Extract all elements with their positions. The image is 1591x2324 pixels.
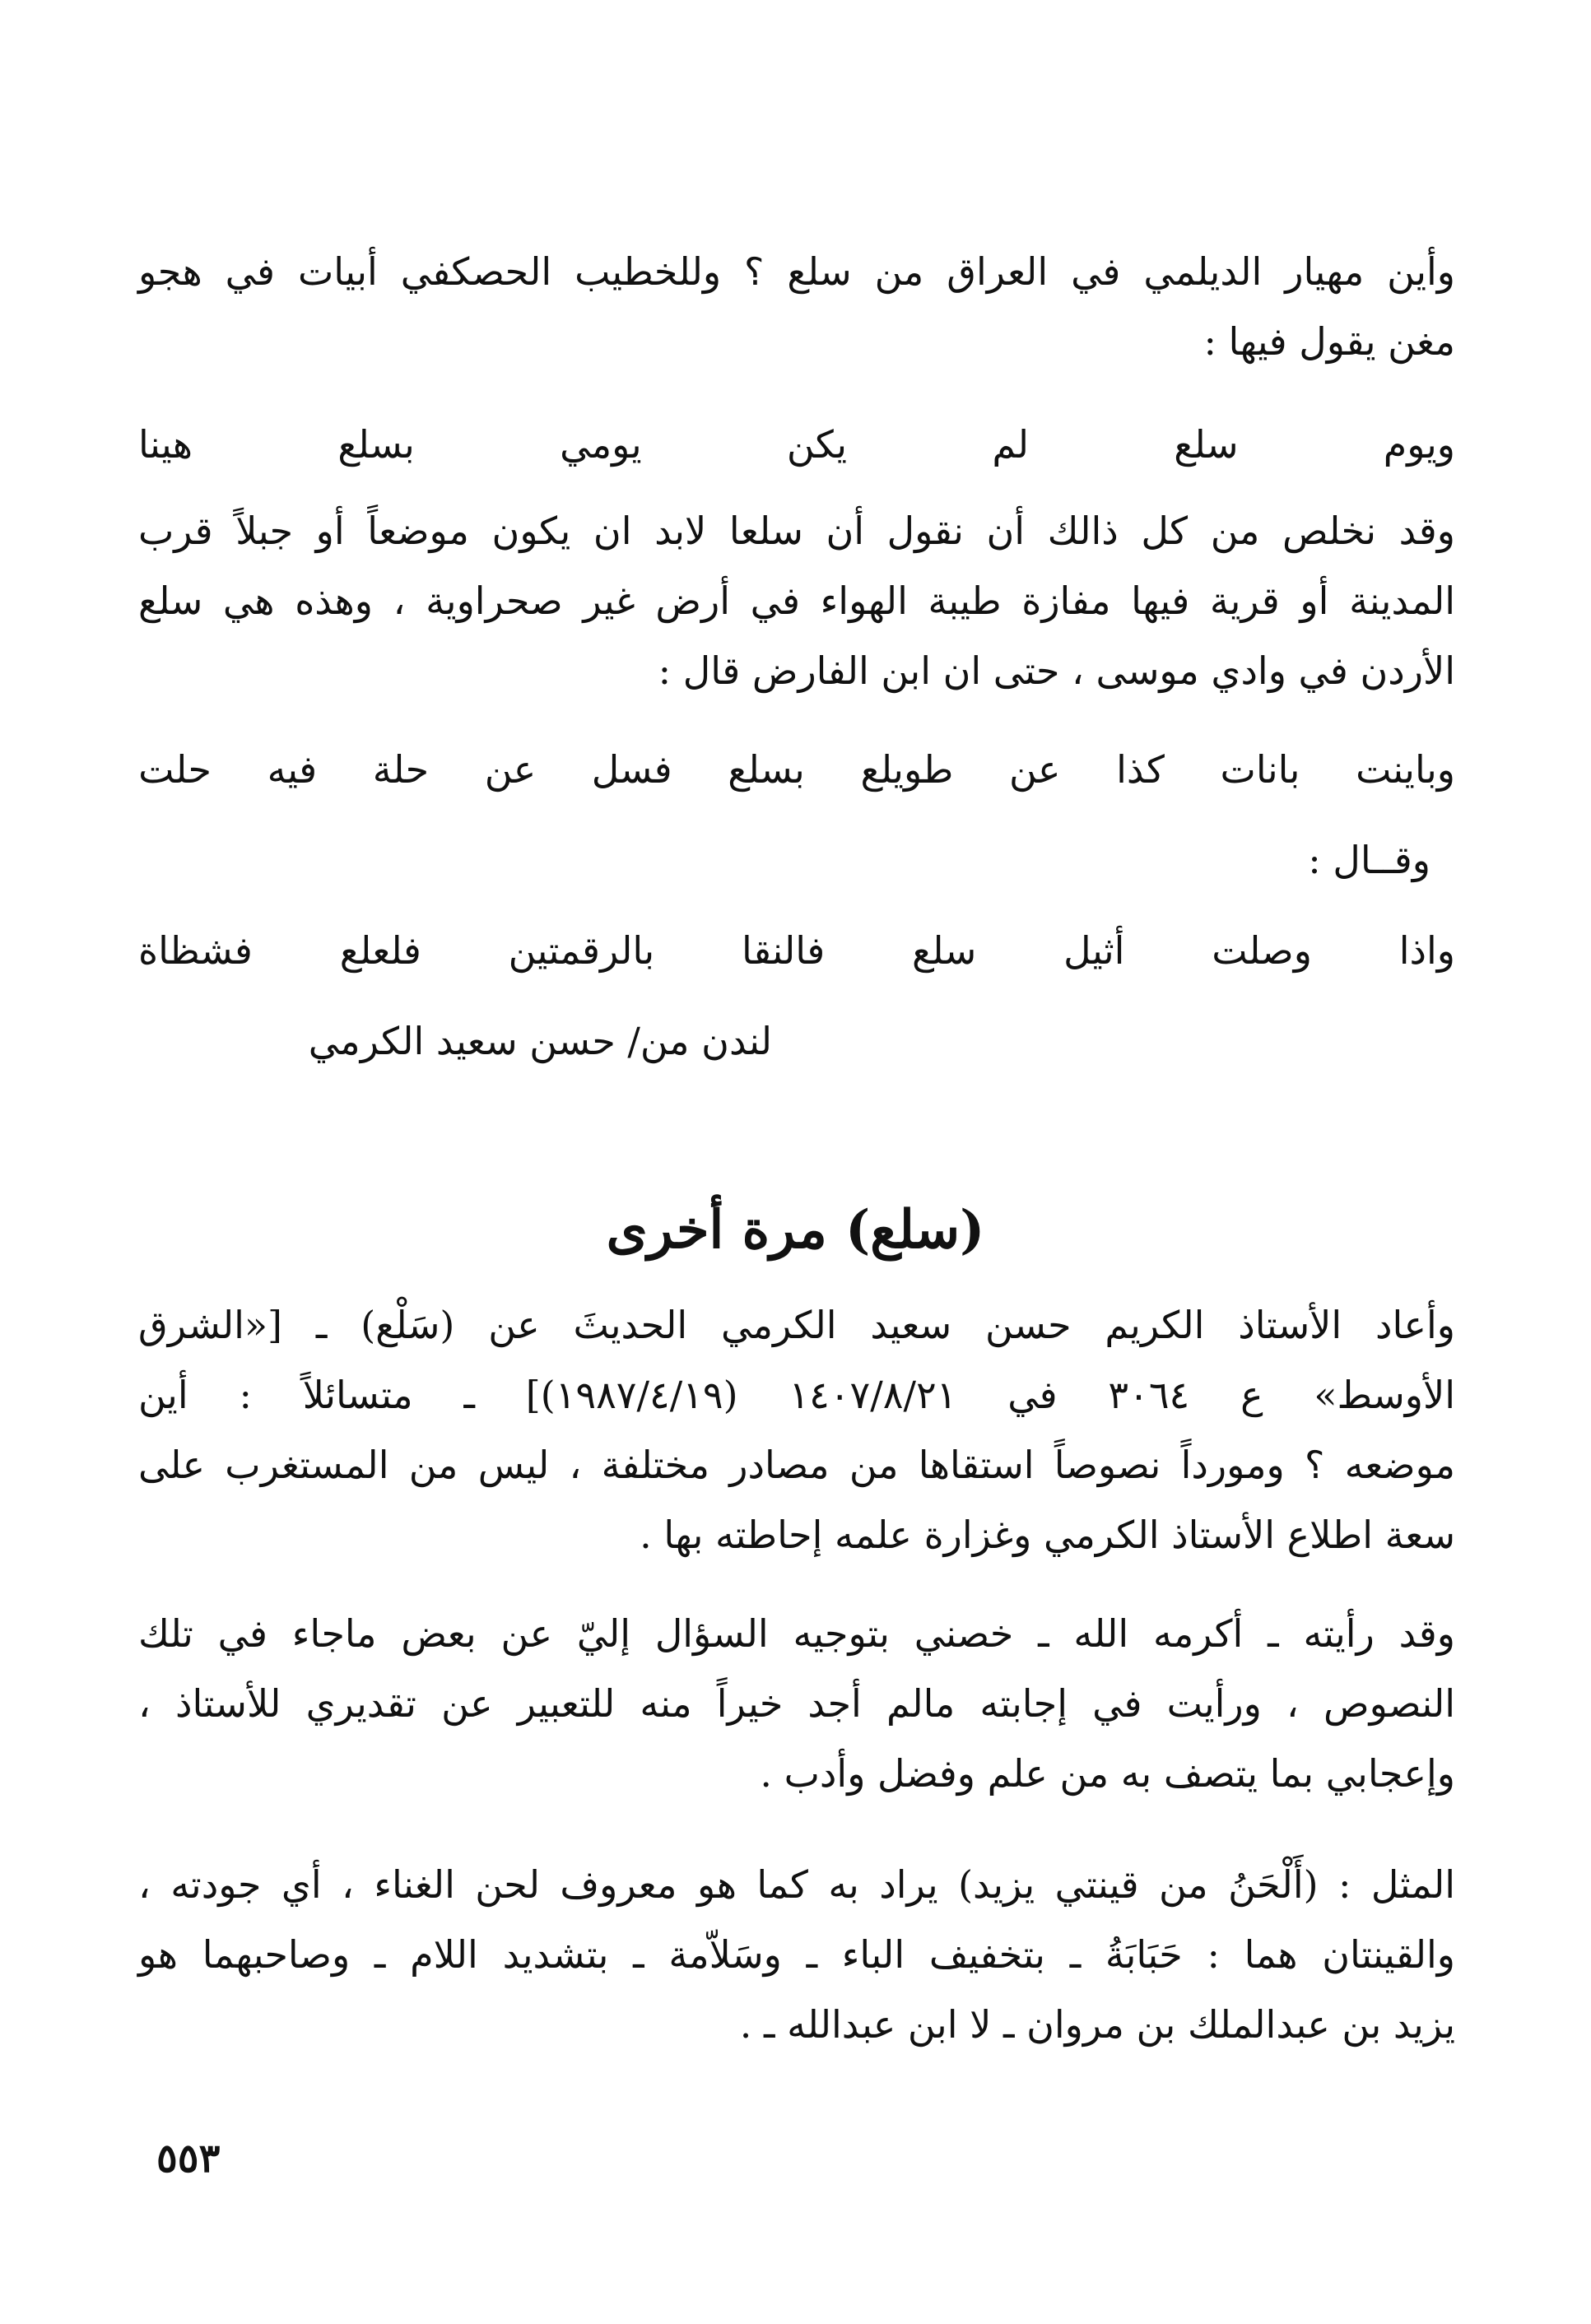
paragraph-4-line-3: وإعجابي بما يتصف به من علم وفضل وأدب . [760, 1751, 1455, 1796]
paragraph-2-line-1: وقد نخلص من كل ذالك أن نقول أن سلعا لابد ان يكون موضعاً أو جبلاً قرب [138, 509, 1456, 553]
poem-word: حلت [138, 747, 212, 792]
poem-word: فالنقا [742, 928, 826, 973]
verse-intro: وقــال : [1308, 838, 1431, 882]
poem-word: عن [1008, 747, 1061, 792]
poem-word: سلع [912, 928, 977, 973]
poem-word: يومي [560, 422, 642, 467]
paragraph-4-line-1: وقد رأيته ـ أكرمه الله ـ خصني بتوجيه السؤال إليّ عن بعض ماجاء في تلك [138, 1611, 1455, 1656]
poem-word: كذا [1116, 747, 1165, 792]
poem-word: لم [992, 422, 1029, 467]
paragraph-3-line-2: الأوسط» ع ٣٠٦٤ في ١٤٠٧/٨/٢١ (١٩٨٧/٤/١٩)] ـ متسائلاً : أين [138, 1373, 1455, 1417]
paragraph-3-line-3: موضعه ؟ ومورداً نصوصاً استقاها من مصادر مختلفة ، ليس من المستغرب على [138, 1443, 1455, 1487]
poem-word: أثيل [1063, 928, 1125, 973]
poem-word: وباينت [1356, 747, 1455, 792]
poem-word: وصلت [1212, 928, 1312, 973]
paragraph-4-line-2: النصوص ، ورأيت في إجابته مالم أجد خيراً منه للتعبير عن تقديري للأستاذ ، [138, 1681, 1455, 1726]
poem-word: هينا [138, 422, 193, 467]
poem-word: بانات [1220, 747, 1300, 792]
poem-word: بسلع [728, 747, 805, 792]
paragraph-3-line-1: وأعاد الأستاذ الكريم حسن سعيد الكرمي الحديثَ عن (سَلْع) ـ [«الشرق [138, 1303, 1455, 1347]
poem-word: فيه [267, 747, 318, 792]
page-number: ٥٥٣ [156, 2136, 221, 2182]
poem-verse-3 [138, 926, 1455, 975]
paragraph-2-line-3: الأردن في وادي موسى ، حتى ان ابن الفارض قال : [658, 648, 1455, 693]
poem-word: واذا [1398, 928, 1455, 973]
poem-word: يكن [786, 422, 848, 467]
poem-word: حلة [372, 747, 430, 792]
poem-word: عن [484, 747, 537, 792]
paragraph-3-line-4: سعة اطلاع الأستاذ الكرمي وغزارة علمه إحاطته بها . [640, 1513, 1455, 1557]
poem-word: طويلع [860, 747, 954, 792]
poem-word: فشظاة [138, 928, 253, 973]
paragraph-5-line-3: يزيد بن عبدالملك بن مروان ـ لا ابن عبدالله ـ . [739, 2002, 1455, 2047]
poem-word: بالرقمتين [508, 928, 655, 973]
paragraph-2-line-2: المدينة أو قرية فيها مفازة طيبة الهواء في أرض غير صحراوية ، وهذه هي سلع [138, 579, 1455, 623]
paragraph-1-line-1: وأين مهيار الديلمي في العراق من سلع ؟ وللخطيب الحصكفي أبيات في هجو [138, 249, 1455, 294]
poem-verse-1 [138, 420, 1455, 469]
paragraph-1-line-2: مغن يقول فيها : [1203, 319, 1455, 364]
poem-word: فلعلع [339, 928, 421, 973]
paragraph-5-line-2: والقينتان هما : حَبَابَةُ ـ بتخفيف الباء ـ وسَلاّمة ـ بتشديد اللام ـ وصاحبهما هو [138, 1932, 1455, 1977]
section-heading: (سلع) مرة أخرى [606, 1199, 985, 1261]
poem-word: بسلع [337, 422, 415, 467]
poem-word: ويوم [1383, 422, 1455, 467]
poem-word: سلع [1174, 422, 1239, 467]
poem-word: فسل [591, 747, 672, 792]
poem-verse-2 [138, 745, 1455, 794]
paragraph-5-line-1: المثل : (أَلْحَنُ من قينتي يزيد) يراد به كما هو معروف لحن الغناء ، أي جودته ، [138, 1862, 1455, 1907]
author-signature: لندن من/ حسن سعيد الكرمي [308, 1019, 772, 1063]
